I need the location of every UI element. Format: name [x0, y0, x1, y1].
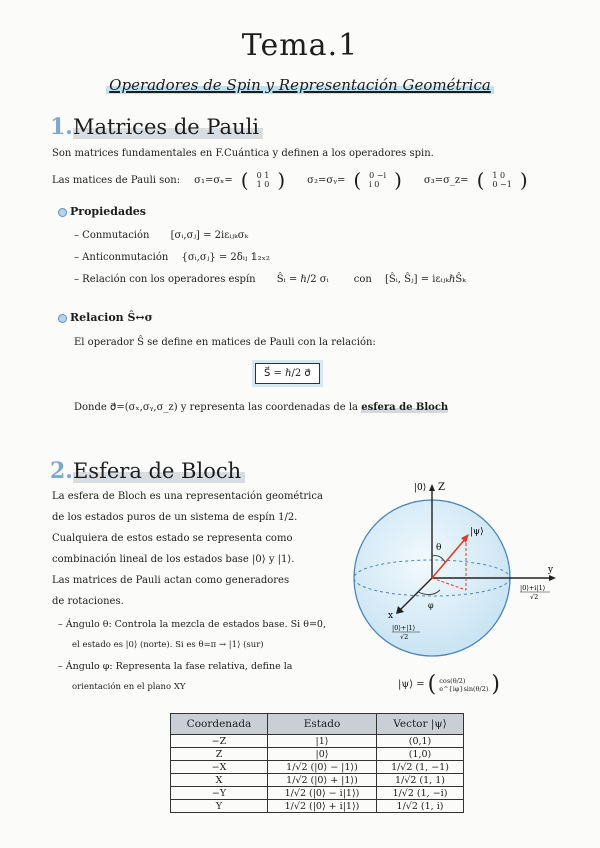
theta-label: θ: [436, 543, 442, 553]
psi-vector-row2: e^{iφ}sin(θ/2): [439, 684, 489, 693]
paragraph-line: Cualquiera de estos estado se representa como: [52, 533, 293, 544]
property-spin-relation-connector: con: [353, 274, 372, 285]
section2-number: 2.: [50, 458, 73, 484]
property-spin-relation-formula: Ŝᵢ = ℏ/2 σᵢ: [276, 274, 329, 285]
sigma-x-label: σ₁=σₓ=: [194, 174, 233, 186]
relation-heading-text: Relacion Ŝ↔σ: [70, 311, 153, 324]
property-anticommutation-formula: {σᵢ,σⱼ} = 2δᵢⱼ 𝟙₂ₓ₂: [181, 252, 270, 263]
sigma-y-row1: 0 −i: [369, 171, 387, 180]
properties-heading-text: Propiedades: [70, 205, 146, 218]
section1-heading: [50, 114, 263, 140]
cell-vector: 1/√2 (1, 1): [377, 774, 464, 787]
y-label: y: [548, 565, 554, 575]
cell-state: |1⟩: [268, 735, 377, 748]
phi-bullet: [58, 657, 348, 697]
cell-vector: 1/√2 (1, −1): [377, 761, 464, 774]
section2-heading: [50, 458, 245, 484]
bloch-sphere-diagram: [340, 478, 565, 678]
sigma-z-matrix: [492, 171, 511, 189]
relation-heading: [58, 311, 153, 324]
pauli-matrices-line: Las matices de Pauli son: σ₁=σₓ= ( 0 1 1 0 ) σ₂=σᵧ= ( 0 −i i 0 ) σ₃=σ_z= ( 1 0 0 −1 ): [52, 168, 528, 192]
sigma-z-row1: 1 0: [492, 171, 506, 180]
cell-vector: 1/√2 (1, −i): [377, 787, 464, 800]
psi-vector-column: [439, 677, 488, 693]
cell-vector: 1/√2 (1, i): [377, 800, 464, 813]
cell-state: 1/√2 (|0⟩ − i|1⟩): [268, 787, 377, 800]
table-row: [171, 787, 464, 800]
paragraph-line: de rotaciones.: [52, 596, 124, 607]
z-label: Z: [438, 482, 445, 493]
cell-coordinate: −X: [171, 761, 268, 774]
paragraph-line: de los estados puros de un sistema de espín 1/2.: [52, 512, 298, 523]
cell-coordinate: Y: [171, 800, 268, 813]
properties-heading: [58, 205, 146, 218]
paragraph-line: La esfera de Bloch es una representación geométrica: [52, 491, 323, 502]
relation-formula-box: S⃗ = ℏ/2 σ⃗: [255, 363, 320, 384]
section2-paragraph: [52, 486, 352, 612]
theta-bullet-line2: el estado es |0⟩ (norte). Si es θ=π → |1⟩ (sur): [72, 640, 264, 650]
x-state-numerator: |0⟩+|1⟩: [392, 624, 416, 632]
ket0-label: |0⟩: [414, 483, 427, 493]
where-prefix: Donde σ⃗=(σₓ,σᵧ,σ_z) y representa las coordenadas de la: [74, 402, 359, 413]
z-arrow-icon: [429, 484, 435, 491]
bullet-dot-icon: [58, 208, 67, 217]
y-state-denominator: √2: [530, 593, 539, 601]
paragraph-line: Las matrices de Pauli actan como generadores: [52, 575, 290, 586]
y-arrow-icon: [549, 575, 556, 581]
property-anticommutation: [74, 252, 270, 263]
where-line: [74, 402, 448, 413]
pauli-label: Las matices de Pauli son:: [52, 174, 181, 186]
table-row: [171, 748, 464, 761]
section1-intro: Son matrices fundamentales en F.Cuántica y definen a los operadores spin.: [52, 148, 434, 159]
cell-coordinate: Z: [171, 748, 268, 761]
states-table: [170, 713, 464, 813]
property-commutation-formula: [σᵢ,σⱼ] = 2iεᵢⱼₖσₖ: [170, 230, 249, 241]
paragraph-line: combinación lineal de los estados base |0⟩ y |1⟩.: [52, 554, 295, 565]
theta-bullet-line1: – Ángulo θ: Controla la mezcla de estados base. Si θ=0,: [58, 619, 326, 630]
sigma-x-row1: 0 1: [256, 171, 270, 180]
theta-bullet: [58, 615, 348, 655]
phi-bullet-line2: orientación en el plano XY: [72, 682, 186, 692]
table-row: [171, 800, 464, 813]
cell-coordinate: −Z: [171, 735, 268, 748]
header-coordinate: Coordenada: [171, 714, 268, 735]
sigma-y-matrix: [369, 171, 386, 189]
psi-formula-left: |ψ⟩ =: [398, 679, 425, 690]
table-row: [171, 774, 464, 787]
psi-label: |ψ⟩: [470, 527, 484, 537]
phi-label: φ: [428, 601, 434, 610]
x-state-denominator: √2: [400, 633, 409, 641]
sigma-y-row2: i 0: [369, 180, 380, 189]
section1-title: Matrices de Pauli: [73, 115, 263, 139]
page-title: Tema.1: [241, 28, 359, 63]
cell-state: 1/√2 (|0⟩ − |1⟩): [268, 761, 377, 774]
property-spin-relation-name: – Relación con los operadores espín: [74, 274, 256, 285]
header-state: Estado: [268, 714, 377, 735]
y-state-numerator: |0⟩+i|1⟩: [520, 584, 546, 592]
property-spin-relation-commutator: [Ŝᵢ, Ŝⱼ] = iεᵢⱼₖℏŜₖ: [385, 274, 466, 285]
sigma-z-row2: 0 −1: [492, 180, 512, 189]
sigma-z-label: σ₃=σ_z=: [423, 174, 469, 186]
psi-formula: |ψ⟩ = ( cos(θ/2) e^{iφ}sin(θ/2) ): [398, 672, 500, 697]
section2-title: Esfera de Bloch: [73, 459, 245, 483]
property-anticommutation-name: – Anticonmutación: [74, 252, 169, 263]
bullet-dot-icon: [58, 314, 67, 323]
subtitle-text: Operadores de Spin y Representación Geométrica: [106, 76, 494, 94]
cell-coordinate: X: [171, 774, 268, 787]
table-row: [171, 735, 464, 748]
section1-number: 1.: [50, 114, 73, 140]
cell-state: 1/√2 (|0⟩ + |1⟩): [268, 774, 377, 787]
table-row: [171, 761, 464, 774]
sigma-x-row2: 1 0: [256, 180, 270, 189]
psi-vector-row1: cos(θ/2): [439, 676, 466, 685]
bloch-sphere-highlight: esfera de Bloch: [361, 402, 449, 413]
cell-state: |0⟩: [268, 748, 377, 761]
x-label: x: [388, 611, 394, 621]
cell-coordinate: −Y: [171, 787, 268, 800]
sigma-y-label: σ₂=σᵧ=: [307, 174, 346, 186]
cell-state: 1/√2 (|0⟩ + i|1⟩): [268, 800, 377, 813]
cell-vector: (1,0): [377, 748, 464, 761]
property-spin-relation: [74, 274, 466, 285]
header-vector: Vector |ψ⟩: [377, 714, 464, 735]
property-commutation-name: – Conmutación: [74, 230, 150, 241]
relation-text: El operador Ŝ se define en matices de Pauli con la relación:: [74, 337, 376, 348]
page-subtitle: [0, 76, 600, 94]
cell-vector: (0,1): [377, 735, 464, 748]
property-commutation: [74, 230, 248, 241]
table-header-row: [171, 714, 464, 735]
phi-bullet-line1: – Ángulo φ: Representa la fase relativa, define la: [58, 661, 293, 672]
sigma-x-matrix: [257, 171, 270, 189]
